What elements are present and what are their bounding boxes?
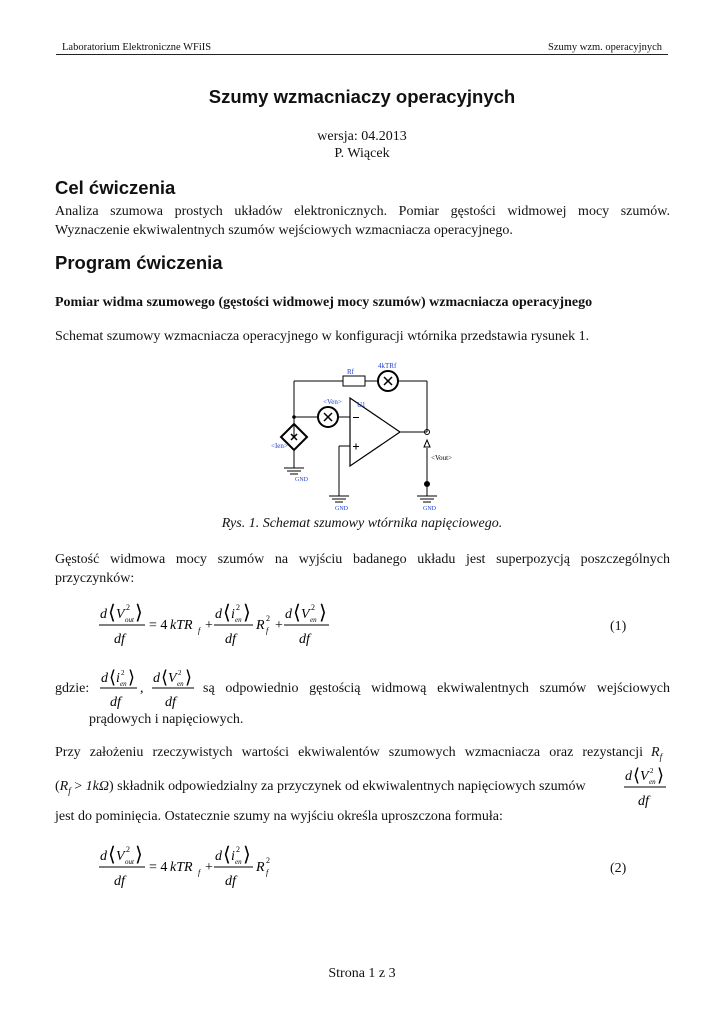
gdzie-fractions (99, 666, 199, 712)
svg-text:⟨: ⟨ (223, 844, 231, 866)
svg-text:d: d (153, 671, 160, 686)
svg-text:df: df (114, 632, 125, 647)
svg-text:i: i (231, 607, 235, 622)
equation-2-number: (2) (610, 861, 627, 876)
gdzie-text-2: prądowych i napięciowych. (89, 712, 244, 727)
svg-text:2: 2 (236, 603, 240, 612)
subheading-measurement: Pomiar widma szumowego (gęstości widmowej mocy szumów) wzmacniacza operacyjnego (55, 295, 593, 310)
svg-text:⟨: ⟨ (109, 667, 117, 687)
svg-text:⟨: ⟨ (108, 602, 116, 624)
svg-text:kTR: kTR (170, 618, 193, 633)
header-right: Szumy wzm. operacyjnych (547, 42, 662, 53)
svg-text:out: out (125, 858, 134, 866)
svg-text:V: V (168, 671, 177, 686)
svg-text:d: d (285, 607, 292, 622)
svg-text:df: df (299, 632, 310, 647)
equation-1-number: (1) (610, 619, 627, 634)
goal-text: Analiza szumowa prostych układów elektronicznych. Pomiar gęstości widmowej mocy szumów. Wyznaczenie ekwiwalentnych szumów wejściowych wzmacniacza operacyjnego. (55, 204, 670, 238)
svg-text:V: V (116, 849, 125, 864)
paragraph-assumption-line2: $(R_f > 1k\Omega)$ składnik odpowiedzialny za przyczynek od ekwiwalentnych napięciowych szumów (55, 779, 586, 796)
label-4ktrf: 4kTRf (378, 362, 397, 370)
svg-text:2: 2 (236, 845, 240, 854)
svg-text:i: i (231, 849, 235, 864)
page-title: Szumy wzmacniaczy operacyjnych (208, 86, 516, 107)
paragraph-assumption-line3: jest do pominięcia. Ostatecznie szumy na wyjściu określa uproszczona formuła: (55, 809, 503, 824)
condition-value: 1kΩ (85, 779, 109, 794)
svg-text:2: 2 (178, 669, 182, 677)
svg-text:⟨: ⟨ (223, 602, 231, 624)
svg-text:⟩: ⟩ (657, 765, 665, 785)
svg-text:i: i (116, 671, 120, 686)
svg-text:+: + (275, 618, 283, 633)
equation-1 (95, 598, 355, 652)
gdzie-label: gdzie: (55, 681, 90, 696)
svg-text:⟨: ⟨ (108, 844, 116, 866)
svg-text:df: df (114, 874, 125, 889)
label-ien: <Ien> (271, 442, 288, 450)
label-ven: <Ven> (323, 398, 342, 406)
section-heading-program: Program ćwiczenia (55, 252, 223, 273)
svg-text:R: R (256, 618, 265, 633)
svg-text:f: f (266, 868, 269, 877)
header-divider (56, 54, 668, 55)
figure-caption: Rys. 1. Schemat szumowy wtórnika napięciowego. (221, 516, 503, 531)
svg-text:df: df (165, 695, 176, 710)
svg-text:en: en (120, 680, 127, 688)
svg-text:⟩: ⟩ (243, 844, 251, 866)
svg-text:f: f (198, 868, 201, 877)
circuit-diagram (265, 360, 460, 515)
svg-text:d: d (101, 671, 108, 686)
label-u1: U1 (357, 401, 366, 409)
svg-text:d: d (100, 849, 107, 864)
svg-text:df: df (110, 695, 121, 710)
label-vout: <Vout> (431, 454, 452, 462)
svg-text:2: 2 (121, 669, 125, 677)
ven-fraction (620, 763, 670, 811)
svg-text:⟨: ⟨ (293, 602, 301, 624)
version: wersja: 04.2013 (317, 129, 407, 144)
svg-text:= 4: = 4 (149, 860, 168, 875)
svg-text:df: df (638, 794, 649, 809)
svg-text:+: + (205, 860, 213, 875)
svg-text:= 4: = 4 (149, 618, 168, 633)
svg-text:df: df (225, 874, 236, 889)
svg-text:2: 2 (650, 767, 654, 775)
intro-text: Schemat szumowy wzmacniacza operacyjnego w konfiguracji wtórnika przedstawia rysunek 1. (55, 329, 590, 344)
paragraph-superposition: Gęstość widmowa mocy szumów na wyjściu badanego układu jest superpozycją poszczególnych przyczynków: (55, 552, 670, 586)
svg-text:R: R (256, 860, 265, 875)
svg-text:⟩: ⟩ (185, 667, 193, 687)
svg-text:f: f (198, 626, 201, 635)
svg-text:en: en (235, 858, 242, 866)
svg-text:out: out (125, 616, 134, 624)
resistor-rf (343, 376, 365, 386)
svg-text:⟨: ⟨ (161, 667, 169, 687)
gdzie-text: są odpowiednio gęstością widmową ekwiwalentnych szumów wejściowych (203, 681, 670, 696)
equation-2 (95, 840, 295, 894)
author: P. Wiącek (334, 146, 390, 161)
svg-text:d: d (215, 849, 222, 864)
svg-text:d: d (100, 607, 107, 622)
svg-text:df: df (225, 632, 236, 647)
svg-text:en: en (177, 680, 184, 688)
svg-text:d: d (215, 607, 222, 622)
svg-text:V: V (116, 607, 125, 622)
svg-text:2: 2 (126, 603, 130, 612)
svg-text:f: f (266, 626, 269, 635)
svg-text:2: 2 (266, 856, 270, 865)
svg-text:en: en (649, 778, 656, 786)
svg-text:⟩: ⟩ (135, 844, 143, 866)
svg-text:d: d (625, 769, 632, 784)
svg-text:en: en (310, 616, 317, 624)
svg-text:+: + (205, 618, 213, 633)
label-gnd-2: GND (335, 506, 348, 512)
svg-text:⟩: ⟩ (243, 602, 251, 624)
svg-text:V: V (640, 769, 649, 784)
svg-text:⟩: ⟩ (319, 602, 327, 624)
svg-text:2: 2 (311, 603, 315, 612)
label-gnd-3: GND (423, 506, 436, 512)
svg-text:V: V (301, 607, 310, 622)
svg-text:⟩: ⟩ (128, 667, 136, 687)
paragraph-assumption-line1: Przy założeniu rzeczywistych wartości ekwiwalentów szumowych wzmacniacza oraz rezystancji (55, 745, 643, 760)
svg-text:kTR: kTR (170, 860, 193, 875)
svg-text:2: 2 (126, 845, 130, 854)
label-gnd-1: GND (295, 477, 308, 483)
label-rf: Rf (347, 368, 354, 376)
svg-text:⟩: ⟩ (135, 602, 143, 624)
svg-text:en: en (235, 616, 242, 624)
section-heading-goal: Cel ćwiczenia (55, 177, 176, 198)
symbol-rf: $R_f$ (651, 745, 663, 762)
svg-text:⟨: ⟨ (633, 765, 641, 785)
page-number: Strona 1 z 3 (328, 966, 396, 981)
svg-text:,: , (140, 681, 144, 696)
header-left: Laboratorium Elektroniczne WFiIS (62, 42, 212, 53)
svg-text:2: 2 (266, 614, 270, 623)
